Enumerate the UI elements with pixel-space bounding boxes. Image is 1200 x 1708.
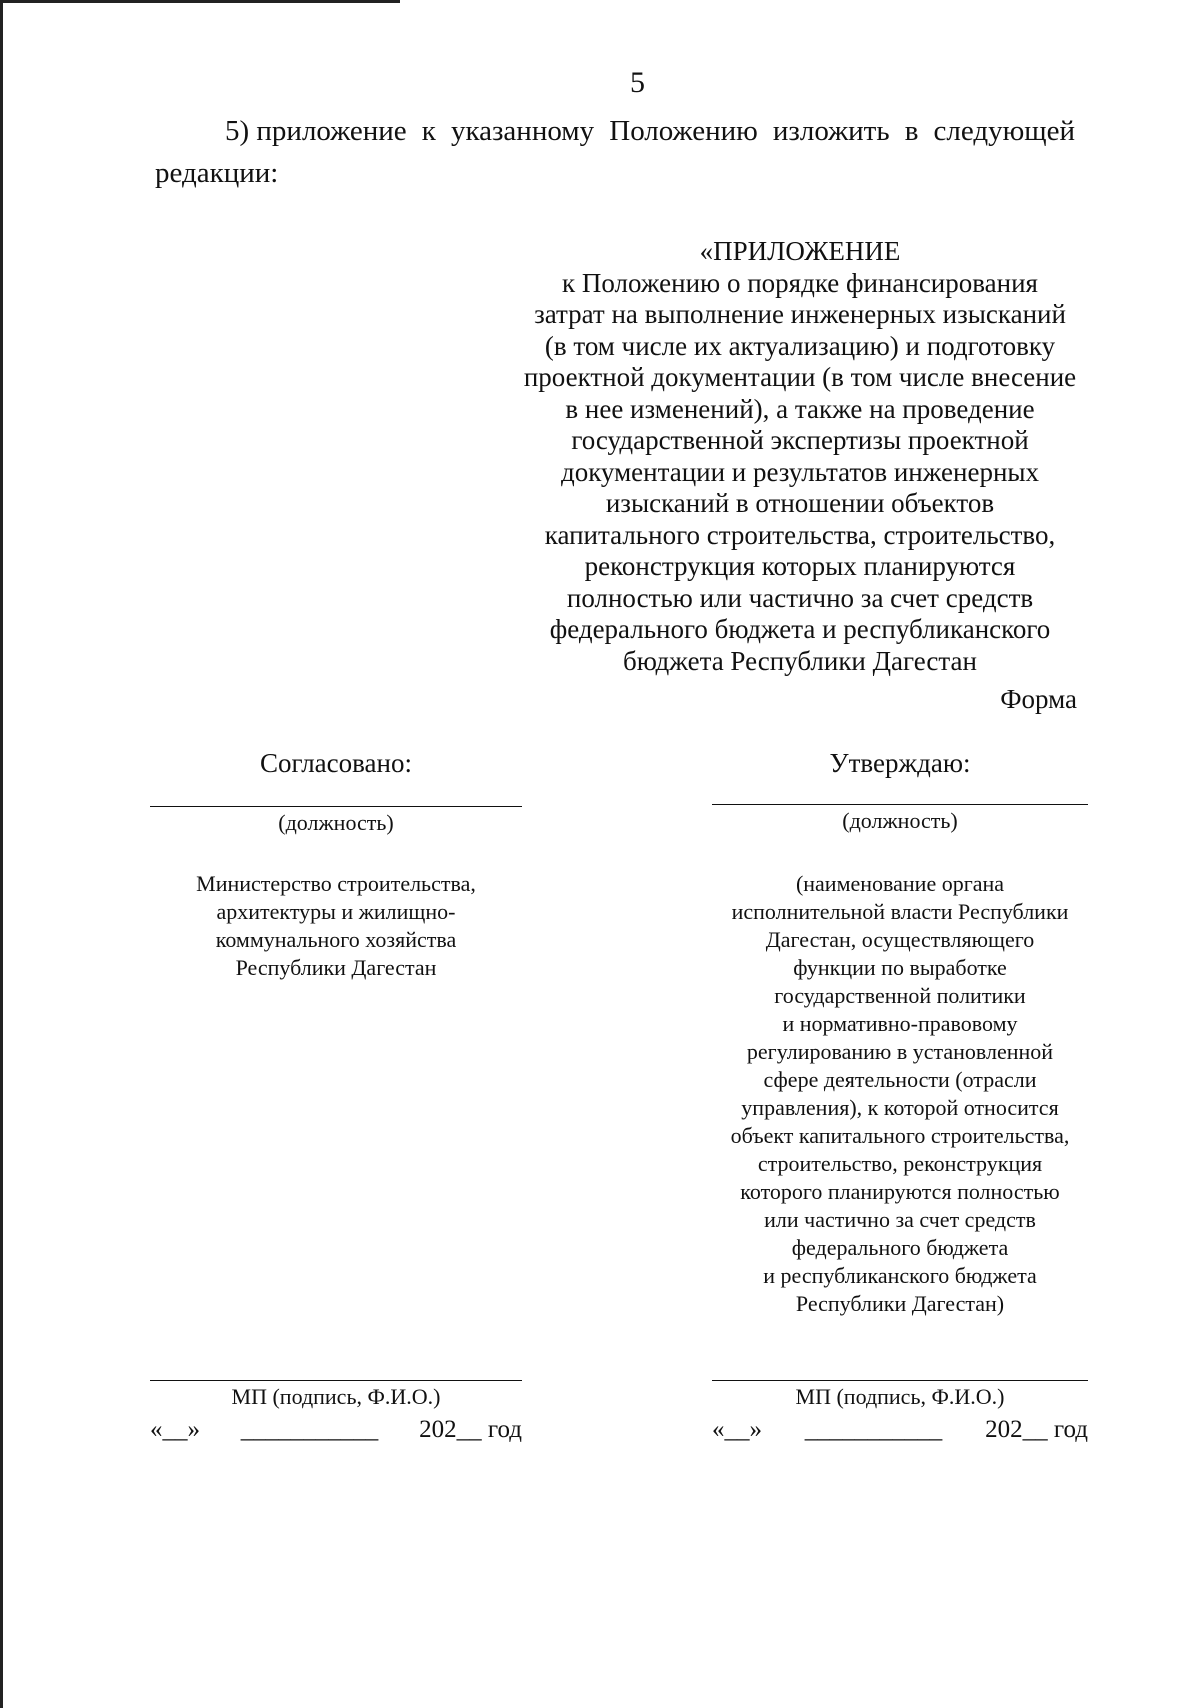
appendix-line: к Положению о порядке финансирования [562, 267, 1038, 298]
org-line: Республики Дагестан) [795, 1291, 1005, 1316]
org-line: строительство, реконструкция [757, 1151, 1043, 1176]
appendix-line: капитального строительства, строительство, [544, 519, 1056, 550]
appendix-line: федерального бюджета и республиканского [549, 614, 1051, 644]
org-line: и республиканского бюджета [763, 1263, 1037, 1288]
agreed-heading: Согласовано: [260, 748, 412, 778]
approved-heading: Утверждаю: [829, 748, 971, 778]
signature-label: МП (подпись, Ф.И.О.) [795, 1384, 1005, 1409]
intro-line-2: редакции: [155, 157, 279, 189]
appendix-line: изысканий в отношении объектов [605, 488, 995, 518]
position-signature-line [150, 806, 522, 807]
appendix-line: бюджета Республики Дагестан [623, 645, 977, 676]
date-month-blank: ___________ [240, 1416, 379, 1443]
org-line: архитектуры и жилищно- [216, 899, 456, 924]
position-label: (должность) [278, 810, 394, 835]
approval-right-column [712, 748, 1088, 1448]
appendix-line: реконструкция которых планируются [584, 551, 1016, 581]
org-line: или частично за счет средств [764, 1207, 1036, 1232]
org-line: управления), к которой относится [741, 1095, 1059, 1120]
signature-line [150, 1380, 522, 1381]
intro-line-1 [155, 110, 1075, 152]
position-label: (должность) [842, 808, 958, 833]
org-line: коммунального хозяйства [215, 927, 457, 952]
appendix-line: затрат на выполнение инженерных изысканий [534, 299, 1066, 329]
page-number: 5 [630, 66, 645, 99]
appendix-line: документации и результатов инженерных [560, 456, 1040, 487]
appendix-header [500, 236, 1100, 677]
approval-left-column [150, 748, 522, 1448]
org-line: Министерство строительства, [196, 871, 476, 896]
appendix-title: «ПРИЛОЖЕНИЕ [699, 236, 901, 266]
appendix-line: в нее изменений), а также на проведение [565, 393, 1035, 424]
date-month-blank: ___________ [804, 1416, 943, 1443]
intro-word: 5) приложение [225, 115, 407, 147]
intro-word: указанному [450, 115, 595, 147]
date-day: «__» [150, 1416, 200, 1443]
org-line: (наименование органа [795, 871, 1005, 896]
scan-edge-top [0, 0, 400, 3]
signature-line [712, 1380, 1088, 1381]
org-line: государственной политики [774, 983, 1026, 1008]
org-line: сфере деятельности (отрасли [763, 1067, 1037, 1092]
date-day: «__» [712, 1416, 762, 1443]
organization-name [150, 870, 522, 982]
intro-word: Положению [609, 115, 758, 147]
form-label: Форма [1000, 684, 1077, 714]
org-line: функции по выработке [793, 955, 1007, 980]
scan-edge-left [0, 0, 3, 1708]
org-line: регулированию в установленной [746, 1039, 1054, 1064]
appendix-line: государственной экспертизы проектной [571, 425, 1029, 455]
org-line: и нормативно-правовому [782, 1011, 1018, 1036]
org-line: которого планируются полностью [740, 1179, 1060, 1204]
org-line: Республики Дагестан [235, 955, 437, 980]
intro-word: в [904, 115, 919, 147]
appendix-line: полностью или частично за счет средств [566, 582, 1034, 613]
org-line: объект капитального строительства, [730, 1123, 1070, 1148]
org-line: исполнительной власти Республики [731, 899, 1069, 924]
date-year: 202__ год [985, 1416, 1088, 1443]
date-row [150, 1416, 522, 1444]
position-signature-line [712, 804, 1088, 805]
appendix-line: (в том числе их актуализацию) и подготовку [544, 330, 1056, 361]
org-line: Дагестан, осуществляющего [765, 927, 1035, 952]
date-year: 202__ год [419, 1416, 522, 1443]
appendix-line: проектной документации (в том числе внесение [523, 362, 1077, 392]
org-line: федерального бюджета [791, 1235, 1009, 1260]
intro-word: следующей [933, 115, 1075, 147]
intro-paragraph [155, 110, 1075, 194]
intro-word: изложить [772, 115, 890, 147]
date-row [712, 1416, 1088, 1444]
signature-label: МП (подпись, Ф.И.О.) [231, 1384, 441, 1409]
organization-description [712, 870, 1088, 1318]
intro-word: к [421, 115, 436, 147]
